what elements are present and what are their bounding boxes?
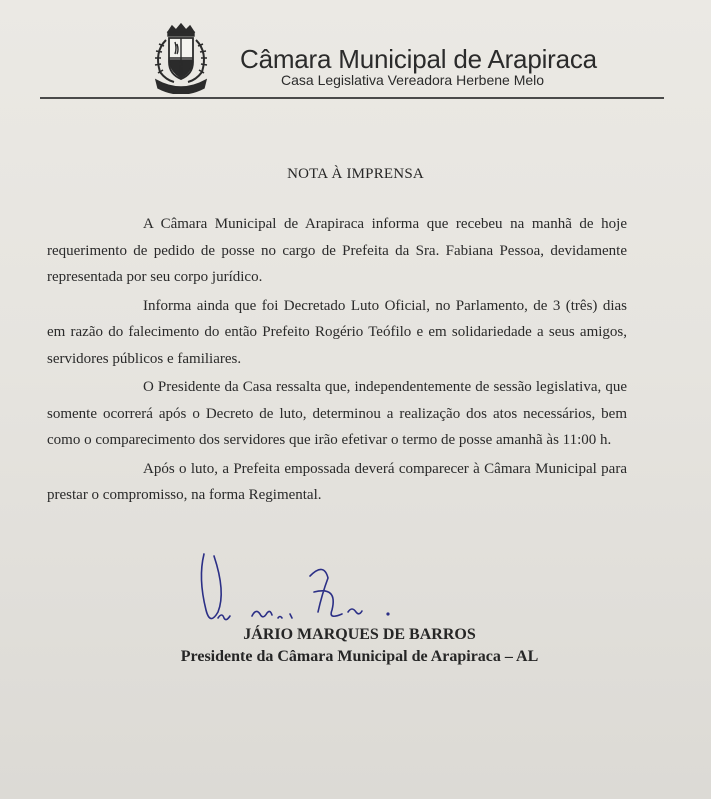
institution-name: Câmara Municipal de Arapiraca — [240, 44, 597, 74]
body-paragraph: Informa ainda que foi Decretado Luto Oficial, no Parlamento, de 3 (três) dias em razão do falecimento do então Prefeito Rogério Teófilo e em solidariedade a seus amigos, servidores públicos e familiares. — [47, 297, 627, 367]
document-body — [47, 211, 627, 511]
signer-name: JÁRIO MARQUES DE BARROS — [243, 626, 476, 643]
body-paragraph: A Câmara Municipal de Arapiraca informa que recebeu na manhã de hoje requerimento de pedido de posse no cargo de Prefeita da Sra. Fabiana Pessoa, devidamente representada por seu corpo jurídico. — [47, 216, 627, 285]
document-title: NOTA À IMPRENSA — [287, 166, 424, 182]
institution-subtitle: Casa Legislativa Vereadora Herbene Melo — [281, 72, 545, 88]
handwritten-signature — [192, 548, 402, 638]
header-divider — [40, 97, 664, 99]
body-paragraph: O Presidente da Casa ressalta que, independentemente de sessão legislativa, que somente ocorrerá após o Decreto de luto, determinou a realização dos atos necessários, bem como o comparecimento dos servidores que irão efetivar o termo de posse amanhã às 11:00 h. — [47, 379, 627, 448]
body-paragraph: Após o luto, a Prefeita empossada deverá comparecer à Câmara Municipal para prestar o compromisso, na forma Regimental. — [47, 460, 627, 503]
signer-title: Presidente da Câmara Municipal de Arapiraca – AL — [180, 648, 539, 665]
municipal-coat-of-arms-icon — [142, 22, 220, 94]
